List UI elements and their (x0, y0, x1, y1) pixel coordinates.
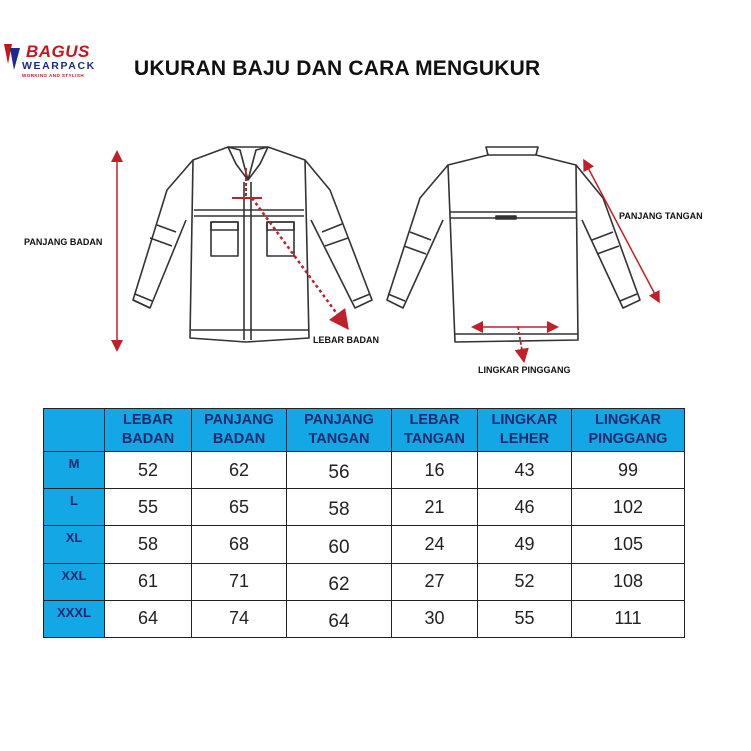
table-cell: 64 (287, 600, 392, 637)
label-lingkar-pinggang: LINGKAR PINGGANG (478, 365, 571, 375)
table-header-row (44, 409, 685, 452)
column-header-panjang-badan: PANJANG BADAN (192, 409, 287, 452)
table-row (44, 452, 685, 489)
table-cell: 99 (572, 452, 685, 489)
table-cell: 56 (287, 452, 392, 489)
table-cell: 49 (478, 526, 572, 563)
column-header-lingkar-leher: LINGKAR LEHER (478, 409, 572, 452)
size-chart-table (43, 408, 685, 638)
table-row (44, 526, 685, 563)
table-cell: 58 (105, 526, 192, 563)
table-cell: 43 (478, 452, 572, 489)
table-cell: 55 (105, 489, 192, 526)
label-lebar-badan: LEBAR BADAN (313, 335, 379, 345)
table-cell: 55 (478, 600, 572, 637)
label-panjang-tangan: PANJANG TANGAN (619, 211, 703, 221)
size-label-cell: XL (44, 526, 105, 563)
logo-sub-text: WEARPACK (22, 60, 96, 72)
table-cell: 108 (572, 563, 685, 600)
column-header-lingkar-pinggang: LINGKAR PINGGANG (572, 409, 685, 452)
front-jacket-icon (133, 147, 372, 342)
column-header-lebar-badan: LEBAR BADAN (105, 409, 192, 452)
table-cell: 102 (572, 489, 685, 526)
table-cell: 74 (192, 600, 287, 637)
table-cell: 62 (287, 563, 392, 600)
table-cell: 61 (105, 563, 192, 600)
table-cell: 64 (105, 600, 192, 637)
table-cell: 105 (572, 526, 685, 563)
size-label-cell: L (44, 489, 105, 526)
table-cell: 58 (287, 489, 392, 526)
size-label-cell: XXXL (44, 600, 105, 637)
brand-logo (2, 40, 120, 86)
table-cell: 21 (392, 489, 478, 526)
table-row (44, 489, 685, 526)
table-row (44, 563, 685, 600)
page-title: UKURAN BAJU DAN CARA MENGUKUR (134, 57, 541, 80)
size-label-cell: XXL (44, 563, 105, 600)
table-cell: 16 (392, 452, 478, 489)
logo-tagline: WORKING AND STYLISH (22, 73, 85, 78)
table-cell: 30 (392, 600, 478, 637)
table-cell: 52 (478, 563, 572, 600)
size-label-cell: M (44, 452, 105, 489)
label-panjang-badan: PANJANG BADAN (24, 237, 103, 247)
table-cell: 71 (192, 563, 287, 600)
table-cell: 52 (105, 452, 192, 489)
table-row (44, 600, 685, 637)
logo-brand-text: BAGUS (26, 42, 90, 61)
table-cell: 65 (192, 489, 287, 526)
table-cell: 27 (392, 563, 478, 600)
table-cell: 68 (192, 526, 287, 563)
table-cell: 46 (478, 489, 572, 526)
table-corner-cell (44, 409, 105, 452)
back-jacket-icon (387, 147, 640, 342)
column-header-panjang-tangan: PANJANG TANGAN (287, 409, 392, 452)
column-header-lebar-tangan: LEBAR TANGAN (392, 409, 478, 452)
table-cell: 111 (572, 600, 685, 637)
jacket-illustration (0, 130, 751, 390)
table-cell: 60 (287, 526, 392, 563)
table-cell: 62 (192, 452, 287, 489)
table-cell: 24 (392, 526, 478, 563)
